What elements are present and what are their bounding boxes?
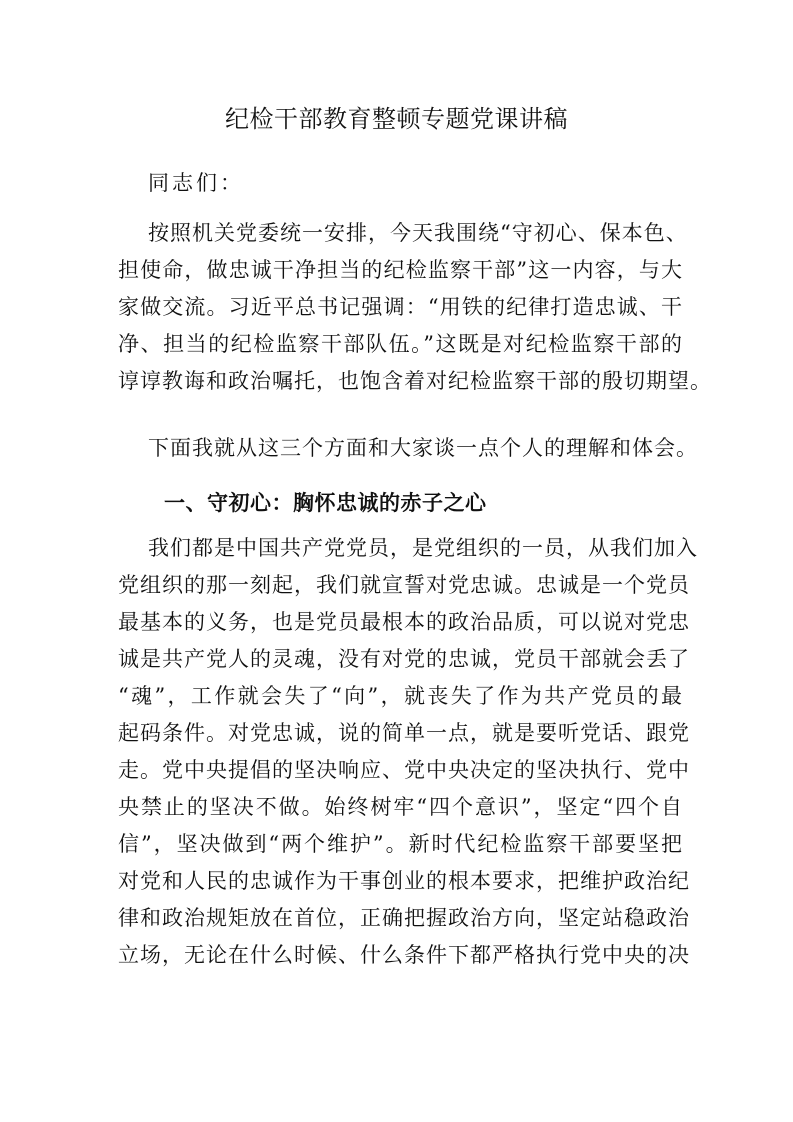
text-line: 下面我就从这三个方面和大家谈一点个人的理解和体会。 [148, 436, 698, 460]
text-line: 按照机关党委统一安排，今天我围绕“守初心、保本色、 [148, 221, 688, 245]
text-line: 净、担当的纪检监察干部队伍。”这既是对纪检监察干部的 [118, 332, 683, 356]
text-line: “魂”，工作就会失了“向”，就丧失了作为共产党员的最 [118, 684, 683, 708]
text-line: 起码条件。对党忠诚，说的简单一点，就是要听党话、跟党 [118, 721, 690, 745]
text-line: 立场，无论在什么时候、什么条件下都严格执行党中央的决 [118, 943, 690, 967]
text-line: 信”，坚决做到“两个维护”。新时代纪检监察干部要坚把 [118, 832, 683, 856]
text-line: 走。党中央提倡的坚决响应、党中央决定的坚决执行、党中 [118, 758, 690, 782]
text-line: 我们都是中国共产党党员，是党组织的一员，从我们加入 [148, 536, 698, 560]
text-line: 央禁止的坚决不做。始终树牢“四个意识”，坚定“四个自 [118, 795, 683, 819]
text-line: 担使命，做忠诚干净担当的纪检监察干部”这一内容，与大 [118, 258, 683, 282]
document-title: 纪检干部教育整顿专题党课讲稿 [225, 105, 568, 133]
text-line: 最基本的义务，也是党员最根本的政治品质，可以说对党忠 [118, 610, 690, 634]
salutation: 同志们： [148, 171, 244, 195]
section-heading: 一、守初心：胸怀忠诚的赤子之心 [164, 491, 487, 515]
text-line: 诚是共产党人的灵魂，没有对党的忠诚，党员干部就会丢了 [118, 647, 690, 671]
text-line: 家做交流。习近平总书记强调：“用铁的纪律打造忠诚、干 [118, 295, 683, 319]
text-line: 党组织的那一刻起，我们就宣誓对党忠诚。忠诚是一个党员 [118, 573, 690, 597]
text-line: 对党和人民的忠诚作为干事创业的根本要求，把维护政治纪 [118, 869, 690, 893]
text-line: 谆谆教诲和政治嘱托，也饱含着对纪检监察干部的殷切期望。 [118, 369, 712, 393]
text-line: 律和政治规矩放在首位，正确把握政治方向，坚定站稳政治 [118, 906, 690, 930]
